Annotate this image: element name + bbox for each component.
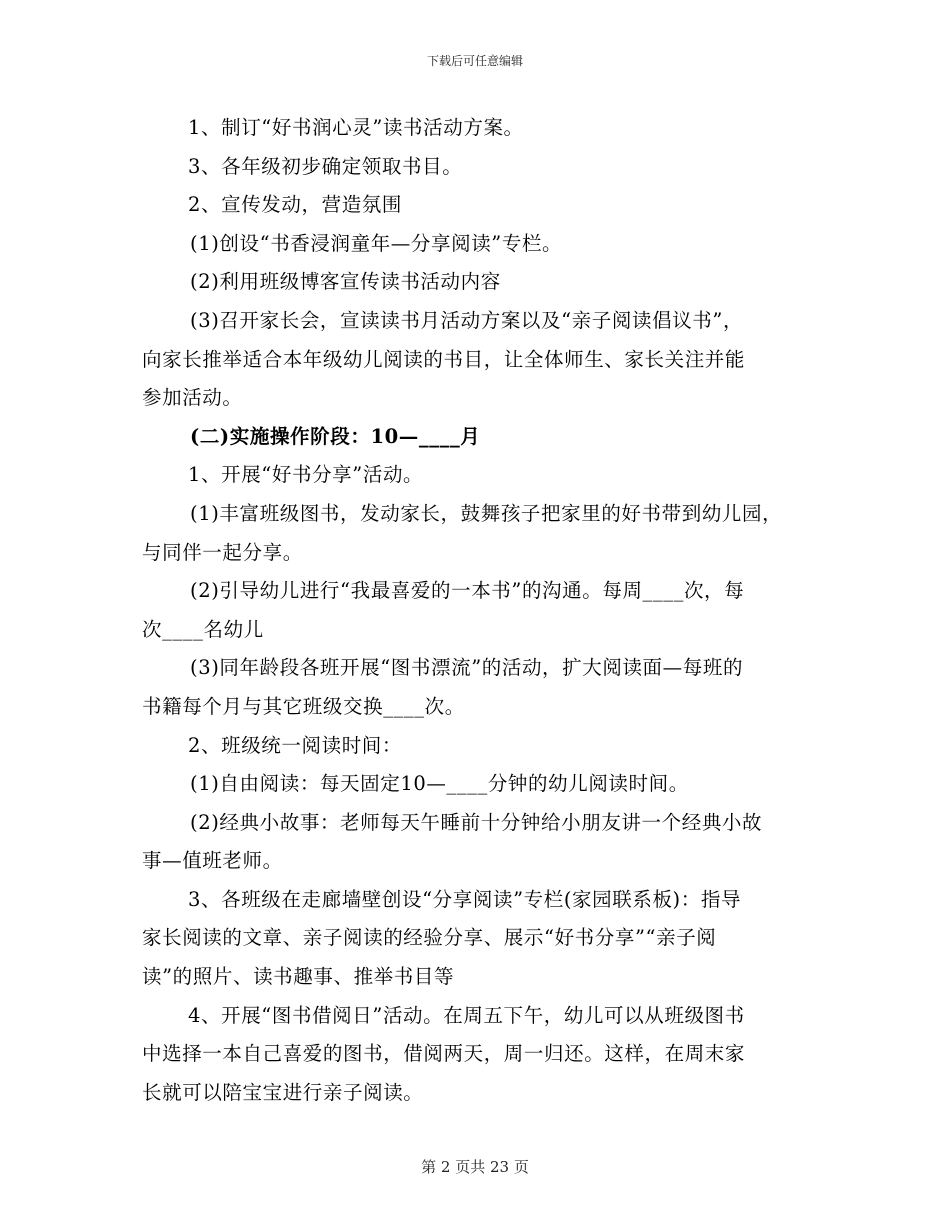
text-line: 家长阅读的文章、亲子阅读的经验分享、展示“好书分享”“亲子阅: [142, 926, 717, 950]
text-line: 长就可以陪宝宝进行亲子阅读。: [142, 1080, 424, 1104]
text-line: (1)自由阅读：每天固定10—____分钟的幼儿阅读时间。: [190, 772, 689, 796]
text-line: (2)经典小故事：老师每天午睡前十分钟给小朋友讲一个经典小故: [190, 810, 763, 834]
text-line: (1)丰富班级图书，发动家长，鼓舞孩子把家里的好书带到幼儿园，: [190, 501, 783, 525]
text-line: 参加活动。: [142, 386, 243, 410]
text-line: (2)引导幼儿进行“我最喜爱的一本书”的沟通。每周____次，每: [190, 579, 745, 603]
text-line: 1、制订“好书润心灵”读书活动方案。: [188, 116, 524, 139]
text-line: 3、各年级初步确定领取书目。: [188, 154, 463, 178]
text-line: 与同伴一起分享。: [142, 540, 303, 564]
text-line: 1、开展“好书分享”活动。: [188, 463, 424, 487]
text-line: 读”的照片、读书趣事、推举书目等: [142, 965, 455, 989]
text-line: (2)利用班级博客宣传读书活动内容: [190, 270, 501, 294]
text-line: 事—值班老师。: [142, 849, 283, 873]
text-line: 2、宣传发动，营造氛围: [188, 193, 403, 217]
text-line: 3、各班级在走廊墙壁创设“分享阅读”专栏(家园联系板)：指导: [188, 887, 742, 911]
text-line: 4、开展“图书借阅日”活动。在周五下午，幼儿可以从班级图书: [188, 1003, 745, 1027]
page-header: 下载后可任意编辑: [426, 54, 523, 68]
text-line: 2、班级统一阅读时间：: [188, 733, 403, 757]
text-line: 书籍每个月与其它班级交换____次。: [142, 694, 465, 718]
text-line: 次____名幼儿: [142, 617, 264, 641]
text-line: 中选择一本自己喜爱的图书，借阅两天，周一归还。这样，在周末家: [142, 1042, 746, 1066]
document-body: [142, 109, 822, 1112]
text-line: (3)召开家长会，宣读读书月活动方案以及“亲子阅读倡议书”，: [190, 308, 744, 332]
page-footer: 第 2 页共 23 页: [421, 1158, 529, 1176]
text-line: (3)同年龄段各班开展“图书漂流”的活动，扩大阅读面—每班的: [190, 656, 744, 680]
text-line: (1)创设“书香浸润童年—分享阅读”专栏。: [190, 231, 563, 255]
section-heading: (二)实施操作阶段：10—____月: [190, 424, 481, 448]
text-line: 向家长推举适合本年级幼儿阅读的书目，让全体师生、家长关注并能: [142, 347, 746, 371]
